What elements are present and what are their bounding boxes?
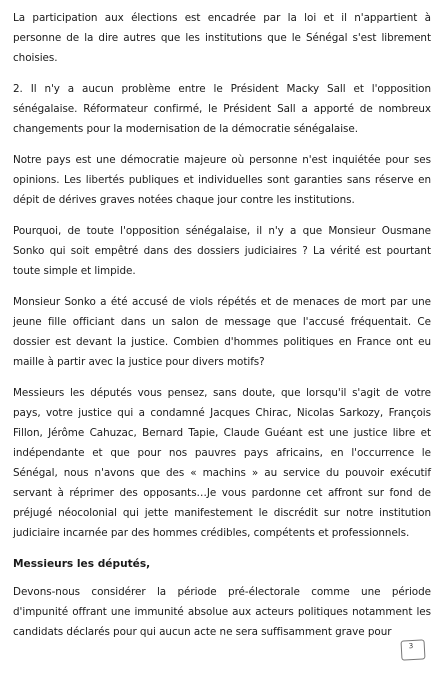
page-number-stamp	[400, 639, 425, 660]
paragraph-4: Pourquoi, de toute l'opposition sénégalaise, il n'y a que Monsieur Ousmane Sonko qui soit empêtré dans des dossiers judiciaires ? La vérité est pourtant toute simple et limpide.	[13, 225, 431, 277]
paragraph-5: Monsieur Sonko a été accusé de viols répétés et de menaces de mort par une jeune fille officiant dans un salon de message que l'accusé fréquentait. Ce dossier est devant la justice. Combien d'hommes politiques en France ont eu maille à partir avec la justice pour divers motifs?	[13, 296, 431, 368]
paragraph-7: Devons-nous considérer la période pré-électorale comme une période d'impunité offrant une immunité absolue aux acteurs politiques notamment les candidats déclarés pour qui aucun acte ne sera suffisamment grave pour	[13, 586, 431, 638]
page-number: 3	[408, 641, 414, 651]
document-page	[13, 8, 431, 653]
paragraph-2: 2. Il n'y a aucun problème entre le Président Macky Sall et l'opposition sénégalaise. Réformateur confirmé, le Président Sall a apporté de nombreux changements pour la modernisation de la démocratie sénégalaise.	[13, 83, 431, 135]
section-heading: Messieurs les députés,	[13, 558, 151, 570]
paragraph-3: Notre pays est une démocratie majeure où personne n'est inquiétée pour ses opinions. Les libertés publiques et individuelles sont garanties sans réserve en dépit de dérives graves notées chaque jour contre les institutions.	[13, 154, 431, 206]
paragraph-6: Messieurs les députés vous pensez, sans doute, que lorsqu'il s'agit de votre pays, votre justice qui a condamné Jacques Chirac, Nicolas Sarkozy, François Fillon, Jérôme Cahuzac, Bernard Tapie, Claude Guéant est une justice libre et indépendante et que pour nos pauvres pays africains, en l'occurrence le Sénégal, nous n'avons que des « machins » au service du pouvoir exécutif servant à réprimer des opposants…Je vous pardonne cet affront sur fond de préjugé néocolonial qui jette manifestement le discrédit sur notre institution judiciaire incarnée par des hommes crédibles, compétents et professionnels.	[13, 387, 431, 539]
paragraph-1: La participation aux élections est encadrée par la loi et il n'appartient à personne de la dire autres que les institutions que le Sénégal s'est librement choisies.	[13, 12, 431, 64]
